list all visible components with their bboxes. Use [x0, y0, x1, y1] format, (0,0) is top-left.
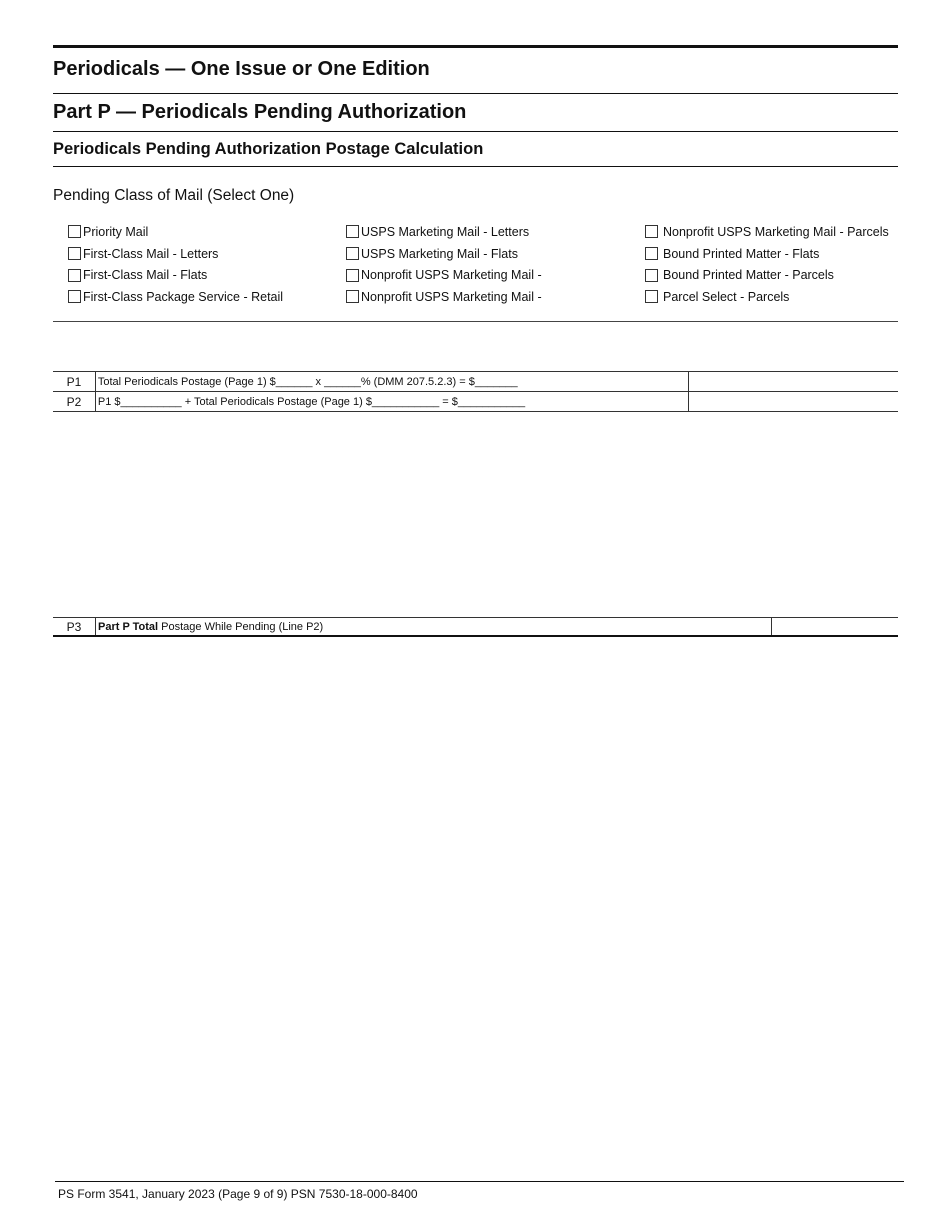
mail-class-divider: [53, 321, 898, 322]
option-label: Bound Printed Matter - Flats: [663, 246, 820, 261]
line-amount-field[interactable]: [689, 372, 898, 392]
line-code: P1: [53, 372, 95, 392]
total-label-rest: Postage While Pending (Line P2): [158, 620, 324, 633]
mail-class-column-2: [346, 221, 542, 308]
option-label: Parcel Select - Parcels: [663, 289, 790, 304]
option-label: USPS Marketing Mail - Flats: [361, 246, 518, 261]
mail-option-bpm-flats[interactable]: [645, 243, 889, 265]
option-label: Nonprofit USPS Marketing Mail -: [361, 268, 542, 283]
calculation-table: [53, 371, 898, 412]
table-row: [53, 392, 898, 412]
option-label: USPS Marketing Mail - Letters: [361, 224, 530, 239]
total-label-bold: Part P Total: [98, 620, 159, 633]
page-title: Periodicals — One Issue or One Edition: [53, 58, 430, 80]
mail-option-nonprofit-marketing-parcels[interactable]: [645, 221, 889, 243]
checkbox[interactable]: [346, 269, 359, 282]
section-divider: [53, 166, 898, 167]
table-row: [53, 618, 898, 637]
checkbox[interactable]: [645, 225, 658, 238]
mail-class-column-1: [68, 221, 283, 308]
mail-option-first-class-package-retail[interactable]: [68, 286, 283, 308]
mail-option-priority-mail[interactable]: [68, 221, 283, 243]
mail-class-heading: Pending Class of Mail (Select One): [53, 187, 295, 204]
total-line-description: [96, 618, 772, 637]
line-description: Total Periodicals Postage (Page 1) $______ x ______% (DMM 207.5.2.3) = $_______: [95, 372, 688, 392]
part-divider: [53, 131, 898, 132]
option-label: Nonprofit USPS Marketing Mail - Parcels: [663, 224, 889, 239]
checkbox[interactable]: [68, 225, 81, 238]
option-label: First-Class Mail - Letters: [83, 246, 219, 261]
mail-option-parcel-select[interactable]: [645, 286, 889, 308]
checkbox[interactable]: [346, 247, 359, 260]
checkbox[interactable]: [346, 290, 359, 303]
section-title: Periodicals Pending Authorization Postage Calculation: [53, 140, 484, 158]
option-label: First-Class Package Service - Retail: [83, 289, 284, 304]
total-table: [53, 617, 898, 637]
option-label: First-Class Mail - Flats: [83, 268, 208, 283]
footer-rule: [55, 1181, 904, 1182]
line-code: P2: [53, 392, 95, 412]
table-row: [53, 372, 898, 392]
checkbox[interactable]: [645, 290, 658, 303]
top-rule: [53, 45, 898, 48]
mail-class-column-3: [645, 221, 889, 308]
line-amount-field[interactable]: [689, 392, 898, 412]
mail-option-nonprofit-marketing-2[interactable]: [346, 286, 542, 308]
mail-option-first-class-letters[interactable]: [68, 243, 283, 265]
option-label: Nonprofit USPS Marketing Mail -: [361, 289, 542, 304]
line-description: P1 $__________ + Total Periodicals Postage (Page 1) $___________ = $___________: [95, 392, 688, 412]
mail-option-first-class-flats[interactable]: [68, 264, 283, 286]
part-title: Part P — Periodicals Pending Authorization: [53, 101, 467, 123]
mail-option-nonprofit-marketing-1[interactable]: [346, 264, 542, 286]
option-label: Priority Mail: [83, 224, 149, 239]
checkbox[interactable]: [645, 247, 658, 260]
mail-option-bpm-parcels[interactable]: [645, 264, 889, 286]
mail-option-marketing-flats[interactable]: [346, 243, 542, 265]
option-label: Bound Printed Matter - Parcels: [663, 268, 834, 283]
checkbox[interactable]: [645, 269, 658, 282]
line-code: P3: [53, 618, 96, 637]
mail-option-marketing-letters[interactable]: [346, 221, 542, 243]
total-amount-field[interactable]: [772, 618, 899, 637]
checkbox[interactable]: [68, 247, 81, 260]
checkbox[interactable]: [68, 290, 81, 303]
title-divider: [53, 93, 898, 94]
checkbox[interactable]: [346, 225, 359, 238]
checkbox[interactable]: [68, 269, 81, 282]
form-footer: PS Form 3541, January 2023 (Page 9 of 9) PSN 7530-18-000-8400: [58, 1187, 418, 1201]
